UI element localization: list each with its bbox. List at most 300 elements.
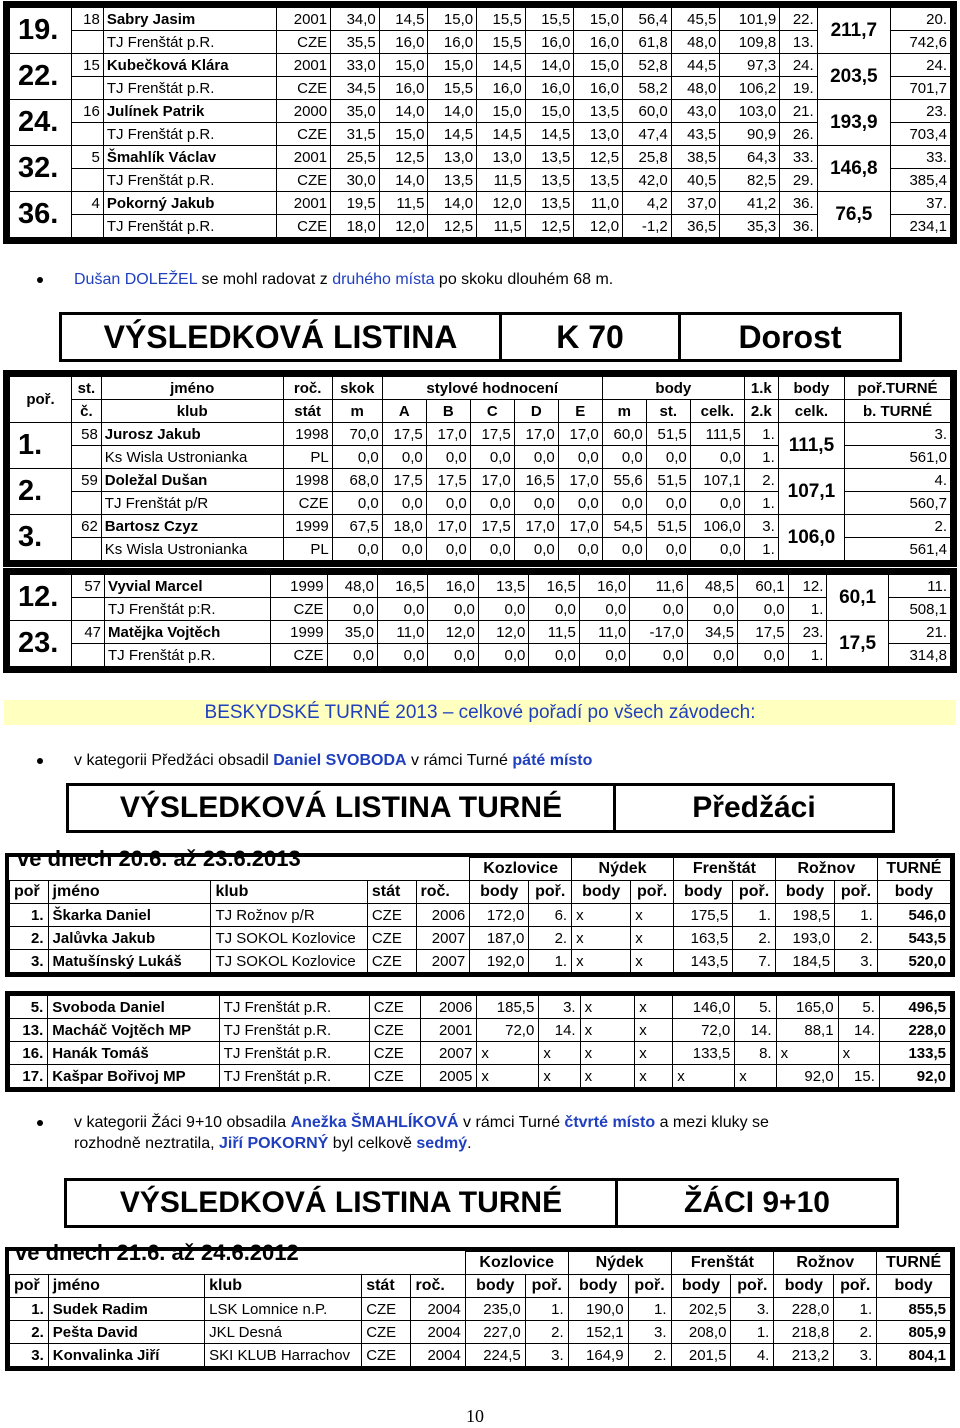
value-cell: 4,2 (623, 192, 672, 215)
table-cell: 146,0 (673, 996, 735, 1019)
table-cell: 2. (835, 927, 878, 950)
bullet1-text2: po skoku dlouhém 68 m. (434, 271, 614, 288)
value-cell: 56,4 (623, 8, 672, 31)
value-cell: 33,0 (331, 54, 380, 77)
value-cell: 17,0 (514, 423, 558, 446)
name-cell: Matějka Vojtěch (105, 621, 271, 644)
value-cell: 60,1 (738, 575, 788, 598)
table-cell: Pešta David (48, 1321, 204, 1344)
header-cell: celk. (690, 400, 744, 423)
value-cell: 0,0 (378, 644, 428, 667)
header-cell: poř. (529, 881, 572, 904)
table-cell: 3. (835, 950, 878, 973)
value-cell: 16,0 (579, 575, 629, 598)
table-cell: 3. (10, 950, 49, 973)
value-cell: 17,0 (558, 469, 602, 492)
table-cell: x (735, 1065, 776, 1088)
value-cell: 111,5 (690, 423, 744, 446)
table-cell: 7. (733, 950, 776, 973)
table-row (10, 100, 951, 123)
club-cell: TJ Frenštát p.R. (103, 169, 276, 192)
table-cell: 5. (10, 996, 48, 1019)
tour-points-cell: 385,4 (891, 169, 951, 192)
tour-points-cell: 508,1 (888, 598, 950, 621)
value-cell: 82,5 (720, 169, 780, 192)
value-cell: 18,0 (331, 215, 380, 238)
header-cell: body (470, 881, 529, 904)
value-cell: 11,6 (630, 575, 687, 598)
start-number-cell (72, 31, 104, 54)
bullet-dot (37, 758, 43, 764)
value-cell: 101,9 (720, 8, 780, 31)
start-number-cell: 47 (72, 621, 105, 644)
name-cell: Šmahlík Václav (103, 146, 276, 169)
state-cell: CZE (276, 77, 330, 100)
table-cell: 133,5 (879, 1042, 950, 1065)
header-cell: D (514, 400, 558, 423)
start-number-cell (72, 446, 102, 469)
total-cell: 17,5 (827, 621, 888, 667)
header-cell: body (778, 377, 844, 400)
table-cell: 2004 (411, 1298, 465, 1321)
value-cell: -17,0 (630, 621, 687, 644)
place-cell: 36. (10, 192, 72, 238)
value-cell: 17,5 (382, 423, 426, 446)
place-cell: 19. (10, 8, 72, 54)
value-cell: 0,0 (332, 492, 382, 515)
bullet1-place: druhého místa (332, 271, 435, 288)
tour1-table (9, 857, 951, 973)
value-cell: 36. (780, 215, 817, 238)
start-number-cell (72, 169, 104, 192)
name-cell: Jurosz Jakub (101, 423, 283, 446)
table-cell: x (539, 1065, 580, 1088)
table-cell: 165,0 (776, 996, 838, 1019)
table-cell: 2006 (420, 996, 476, 1019)
table-cell: 6. (529, 904, 572, 927)
k70-hill: K 70 (499, 315, 678, 359)
value-cell: 16,5 (378, 575, 428, 598)
table-cell: CZE (369, 1042, 420, 1065)
table-cell: x (580, 996, 635, 1019)
value-cell: 1. (744, 423, 778, 446)
value-cell: 0,0 (470, 446, 514, 469)
value-cell: 17,5 (470, 515, 514, 538)
table-row (10, 621, 951, 644)
value-cell: 48,0 (327, 575, 377, 598)
value-cell: 23. (788, 621, 827, 644)
header-cell: celk. (778, 400, 844, 423)
table-cell: x (572, 904, 631, 927)
value-cell: 35,5 (331, 31, 380, 54)
table-row (10, 8, 951, 31)
value-cell: -1,2 (623, 215, 672, 238)
table-cell: 192,0 (470, 950, 529, 973)
header-cell: klub (205, 1275, 362, 1298)
value-cell: 0,0 (690, 446, 744, 469)
table-cell: 152,1 (568, 1321, 628, 1344)
value-cell: 17,0 (558, 423, 602, 446)
table-cell: JKL Desná (205, 1321, 362, 1344)
value-cell: 0,0 (687, 598, 737, 621)
value-cell: 12,0 (477, 192, 526, 215)
value-cell: 25,8 (623, 146, 672, 169)
header-cell: B (426, 400, 470, 423)
table-cell: 224,5 (465, 1344, 525, 1367)
value-cell: 0,0 (630, 644, 687, 667)
table-cell: 2004 (411, 1344, 465, 1367)
header-cell: poř. (731, 1275, 774, 1298)
tour2-title: VÝSLEDKOVÁ LISTINA TURNÉ (119, 1186, 563, 1219)
value-cell: 1. (744, 538, 778, 561)
value-cell: 35,3 (720, 215, 780, 238)
name-cell: Pokorný Jakub (103, 192, 276, 215)
total-cell: 60,1 (827, 575, 888, 621)
tour-place-cell: 23. (891, 100, 951, 123)
bullet3-text2: v rámci Turné (458, 1114, 565, 1131)
value-cell: 0,0 (630, 598, 687, 621)
value-cell: 16,0 (428, 575, 478, 598)
table-cell: Sudek Radim (48, 1298, 204, 1321)
table-cell: 1. (628, 1298, 671, 1321)
table-cell: 2. (628, 1344, 671, 1367)
value-cell: 1. (788, 644, 827, 667)
value-cell: 0,0 (602, 492, 646, 515)
value-cell: 1. (744, 446, 778, 469)
total-cell: 193,9 (817, 100, 890, 146)
table-cell: CZE (362, 1321, 411, 1344)
table-cell: CZE (362, 1298, 411, 1321)
club-cell: TJ Frenštát p.R. (103, 77, 276, 100)
header-cell: poř. (525, 1275, 568, 1298)
table-cell: x (572, 927, 631, 950)
value-cell: 17,5 (470, 423, 514, 446)
empty-cell (10, 858, 470, 881)
value-cell: 12,0 (574, 215, 623, 238)
table-cell: 228,0 (879, 1019, 950, 1042)
value-cell: 48,0 (671, 31, 720, 54)
table-cell: 496,5 (879, 996, 950, 1019)
tour1-title-bar (66, 783, 895, 833)
value-cell: 55,6 (602, 469, 646, 492)
year-cell: 1999 (283, 515, 332, 538)
table-cell: 92,0 (879, 1065, 950, 1088)
club-cell: TJ Frenštát p.R. (103, 215, 276, 238)
value-cell: 0,0 (478, 598, 528, 621)
value-cell: 0,0 (378, 598, 428, 621)
value-cell: 0,0 (529, 644, 579, 667)
table-cell: 3. (525, 1344, 568, 1367)
header-cell: skok (332, 377, 382, 400)
tour-points-cell: 234,1 (891, 215, 951, 238)
venue-cell: Nýdek (572, 858, 674, 881)
value-cell: 17,5 (738, 621, 788, 644)
table-cell: x (572, 950, 631, 973)
value-cell: 14,5 (477, 123, 526, 146)
value-cell: 17,0 (426, 515, 470, 538)
value-cell: 15,0 (574, 8, 623, 31)
header-cell: st. (646, 400, 690, 423)
table-row (10, 123, 951, 146)
table-cell: 1. (835, 904, 878, 927)
value-cell: 0,0 (514, 446, 558, 469)
value-cell: 31,5 (331, 123, 380, 146)
table-cell: 92,0 (776, 1065, 838, 1088)
header-cell: st. (72, 377, 102, 400)
club-cell: TJ Frenštát p:R. (105, 598, 271, 621)
header-cell: C (470, 400, 514, 423)
tour-points-cell: 314,8 (888, 644, 950, 667)
table-row (10, 598, 951, 621)
table-cell: LSK Lomnice n.P. (205, 1298, 362, 1321)
k70-title-bar (59, 312, 902, 362)
table-cell: 172,0 (470, 904, 529, 927)
table-row (10, 996, 951, 1019)
table-row (10, 215, 951, 238)
table-cell: 3. (628, 1321, 671, 1344)
table-row (10, 904, 951, 927)
value-cell: 17,0 (470, 469, 514, 492)
value-cell: 0,0 (382, 538, 426, 561)
value-cell: 13,0 (477, 146, 526, 169)
table-cell: 543,5 (877, 927, 950, 950)
value-cell: 0,0 (426, 538, 470, 561)
tour-place-cell: 37. (891, 192, 951, 215)
value-cell: 24. (780, 54, 817, 77)
value-cell: 14,5 (477, 54, 526, 77)
value-cell: 0,0 (426, 446, 470, 469)
table-cell: 2. (529, 927, 572, 950)
value-cell: 97,3 (720, 54, 780, 77)
venue-cell: Frenštát (671, 1252, 774, 1275)
table-cell: CZE (369, 1019, 420, 1042)
table-cell: CZE (369, 996, 420, 1019)
header-row (10, 400, 951, 423)
value-cell: 11,0 (574, 192, 623, 215)
value-cell: 26. (780, 123, 817, 146)
table-cell: 187,0 (470, 927, 529, 950)
value-cell: 15,5 (477, 31, 526, 54)
header-cell: stát (362, 1275, 411, 1298)
value-cell: 58,2 (623, 77, 672, 100)
value-cell: 0,0 (646, 538, 690, 561)
value-cell: 15,0 (428, 8, 477, 31)
bullet3-place: čtvrté místo (564, 1114, 656, 1131)
value-cell: 19. (780, 77, 817, 100)
value-cell: 45,5 (671, 8, 720, 31)
tour-banner (4, 700, 956, 725)
value-cell: 11,0 (378, 621, 428, 644)
value-cell: 30,0 (331, 169, 380, 192)
value-cell: 17,5 (382, 469, 426, 492)
value-cell: 35,0 (327, 621, 377, 644)
value-cell: 61,8 (623, 31, 672, 54)
value-cell: 13,5 (428, 169, 477, 192)
value-cell: 16,0 (574, 31, 623, 54)
table-row (10, 192, 951, 215)
state-cell: PL (283, 538, 332, 561)
table-cell: 185,5 (477, 996, 539, 1019)
tour2-date: ve dnech 21.6. až 24.6.2012 (15, 1240, 299, 1265)
bullet2-text1: v kategorii Předžáci obsadil (74, 752, 274, 769)
tour-points-cell: 560,7 (845, 492, 951, 515)
header-cell: body (877, 1275, 951, 1298)
value-cell: 15,0 (428, 54, 477, 77)
bullet-dolezal (74, 269, 613, 290)
value-cell: 44,5 (671, 54, 720, 77)
venue-row (10, 858, 951, 881)
table-row (10, 1019, 951, 1042)
table-cell: x (631, 927, 674, 950)
empty-cell (10, 1252, 466, 1275)
header-cell: 1.k (744, 377, 778, 400)
table-cell: 235,0 (465, 1298, 525, 1321)
value-cell: 18,0 (382, 515, 426, 538)
table-cell: 17. (10, 1065, 48, 1088)
value-cell: 0,0 (558, 538, 602, 561)
tour-place-cell: 3. (845, 423, 951, 446)
value-cell: 0,0 (470, 538, 514, 561)
header-cell: roč. (283, 377, 332, 400)
value-cell: 14,0 (379, 100, 428, 123)
value-cell: 13,0 (428, 146, 477, 169)
name-cell: Kubečková Klára (103, 54, 276, 77)
table-cell: 855,5 (877, 1298, 951, 1321)
header-cell: m (332, 400, 382, 423)
table-cell: 1. (733, 904, 776, 927)
table-row (10, 1042, 951, 1065)
value-cell: 109,8 (720, 31, 780, 54)
value-cell: 19,5 (331, 192, 380, 215)
table-cell: CZE (362, 1344, 411, 1367)
header-cell: body (671, 1275, 731, 1298)
value-cell: 0,0 (579, 644, 629, 667)
value-cell: 43,0 (671, 100, 720, 123)
bullet1-text1: se mohl radovat z (197, 271, 333, 288)
table-cell: x (580, 1065, 635, 1088)
table-cell: 1. (834, 1298, 877, 1321)
year-cell: 2001 (276, 192, 330, 215)
value-cell: 11,5 (477, 215, 526, 238)
table-cell: CZE (369, 1065, 420, 1088)
table-cell: 72,0 (673, 1019, 735, 1042)
value-cell: 64,3 (720, 146, 780, 169)
value-cell: 40,5 (671, 169, 720, 192)
table-row (10, 1344, 951, 1367)
table-cell: 2007 (420, 1042, 476, 1065)
header-cell: body (572, 881, 631, 904)
table-cell: x (635, 996, 673, 1019)
table-cell: 13. (10, 1019, 48, 1042)
table-row (10, 1321, 951, 1344)
table-cell: CZE (367, 927, 416, 950)
value-cell: 12,0 (379, 215, 428, 238)
total-cell: 211,7 (817, 8, 890, 54)
value-cell: 16,0 (525, 77, 574, 100)
tour-place-cell: 2. (845, 515, 951, 538)
table-cell: x (477, 1042, 539, 1065)
value-cell: 1. (744, 492, 778, 515)
tour2-table (9, 1251, 951, 1367)
header-cell: body (465, 1275, 525, 1298)
table-cell: 72,0 (477, 1019, 539, 1042)
header-cell: body (673, 881, 732, 904)
bullet3-line2-text1: rozhodně neztratila, (74, 1135, 219, 1152)
header-cell: b. TURNÉ (845, 400, 951, 423)
value-cell: 12. (788, 575, 827, 598)
value-cell: 0,0 (579, 598, 629, 621)
table-cell: x (631, 950, 674, 973)
table-cell: 163,5 (673, 927, 732, 950)
table-cell: 520,0 (877, 950, 950, 973)
value-cell: 36. (780, 192, 817, 215)
table-cell: 213,2 (774, 1344, 834, 1367)
value-cell: 0,0 (646, 446, 690, 469)
value-cell: 15,5 (525, 8, 574, 31)
header-cell: poř (10, 1275, 49, 1298)
table-cell: x (635, 1065, 673, 1088)
value-cell: 33. (780, 146, 817, 169)
venue-cell: Rožnov (774, 1252, 877, 1275)
header-cell: poř. (628, 1275, 671, 1298)
table-cell: 1. (529, 950, 572, 973)
value-cell: 68,0 (332, 469, 382, 492)
banner-title: BESKYDSKÉ TURNÉ 2013 (204, 702, 443, 723)
value-cell: 60,0 (623, 100, 672, 123)
table-cell: 15. (838, 1065, 879, 1088)
value-cell: 15,0 (379, 54, 428, 77)
table-cell: Škarka Daniel (48, 904, 211, 927)
state-cell: PL (283, 446, 332, 469)
value-cell: 106,2 (720, 77, 780, 100)
value-cell: 12,5 (574, 146, 623, 169)
value-cell: 0,0 (426, 492, 470, 515)
value-cell: 34,5 (331, 77, 380, 100)
bullet3-text1: v kategorii Žáci 9+10 obsadila (74, 1114, 291, 1131)
table-row (10, 469, 951, 492)
header-cell: poř.TURNÉ (845, 377, 951, 400)
table-row (10, 54, 951, 77)
value-cell: 16,0 (379, 31, 428, 54)
header-cell: A (382, 400, 426, 423)
name-cell: Bartosz Czyz (101, 515, 283, 538)
table-cell: 2. (10, 1321, 49, 1344)
value-cell: 42,0 (623, 169, 672, 192)
value-cell: 0,0 (514, 492, 558, 515)
value-cell: 15,0 (477, 100, 526, 123)
header-cell: roč. (411, 1275, 465, 1298)
tour-place-cell: 4. (845, 469, 951, 492)
value-cell: 16,0 (428, 31, 477, 54)
table-row (10, 423, 951, 446)
table-cell: 190,0 (568, 1298, 628, 1321)
bullet3-name: Anežka ŠMAHLÍKOVÁ (290, 1114, 459, 1131)
table-cell: 218,8 (774, 1321, 834, 1344)
tour-points-cell: 561,4 (845, 538, 951, 561)
table-cell: 2. (525, 1321, 568, 1344)
total-cell: 76,5 (817, 192, 890, 238)
state-cell: CZE (271, 598, 327, 621)
value-cell: 0,0 (558, 492, 602, 515)
value-cell: 16,0 (477, 77, 526, 100)
k70-category: Dorost (678, 315, 899, 359)
value-cell: 13,0 (574, 123, 623, 146)
value-cell: 25,5 (331, 146, 380, 169)
table-cell: Konvalinka Jiří (48, 1344, 204, 1367)
start-number-cell: 16 (72, 100, 104, 123)
year-cell: 1998 (283, 469, 332, 492)
table-row (10, 927, 951, 950)
